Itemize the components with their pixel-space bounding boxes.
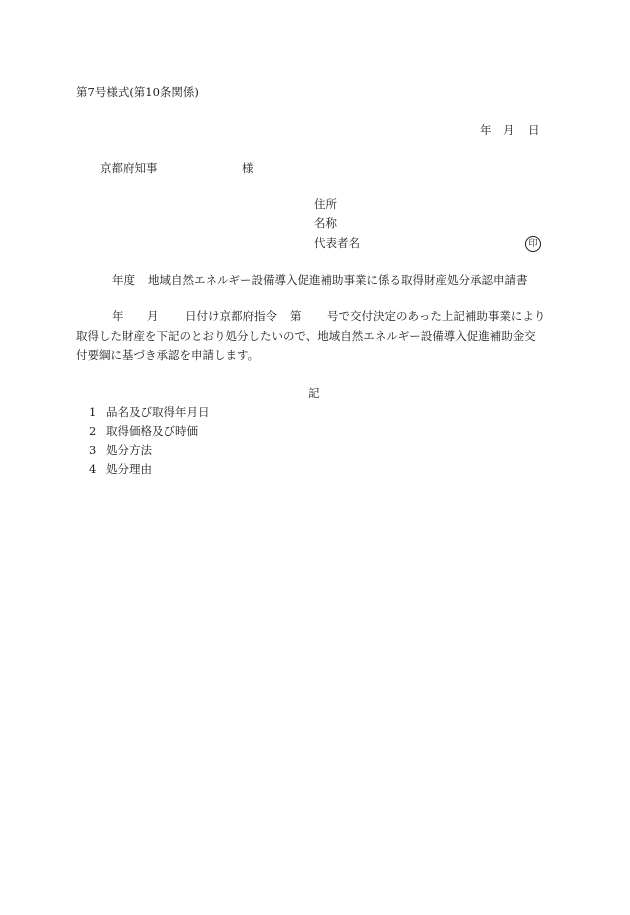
list-item-label: 処分理由 xyxy=(106,462,152,476)
address-label: 住所 xyxy=(314,197,337,211)
addressee-honorific: 様 xyxy=(242,161,254,175)
ki-heading: 記 xyxy=(308,386,320,400)
body-day-part: 日付け京都府指令 xyxy=(185,309,277,323)
seal-mark: 印 xyxy=(525,236,541,252)
body-line1-rest: 号で交付決定のあった上記補助事業により xyxy=(327,309,546,323)
body-year: 年 xyxy=(112,309,124,323)
list-item-number: 1 xyxy=(89,405,97,419)
name-label: 名称 xyxy=(314,216,337,230)
body-line2: 取得した財産を下記のとおり処分したいので、地域自然エネルギー設備導入促進補助金交 xyxy=(76,329,536,343)
list-item-label: 品名及び取得年月日 xyxy=(106,405,210,419)
date-year: 年 xyxy=(480,123,492,137)
date-month: 月 xyxy=(503,123,515,137)
body-number-prefix: 第 xyxy=(290,309,302,323)
subject-year-label: 年度 xyxy=(112,273,135,287)
representative-label: 代表者名 xyxy=(314,236,360,250)
list-item-label: 処分方法 xyxy=(106,443,152,457)
list-item-number: 3 xyxy=(89,443,97,457)
body-line3: 付要綱に基づき承認を申請します。 xyxy=(76,348,260,362)
addressee-name: 京都府知事 xyxy=(100,161,158,175)
body-month: 月 xyxy=(147,309,159,323)
list-item-label: 取得価格及び時価 xyxy=(106,424,198,438)
list-item-number: 4 xyxy=(89,462,97,476)
date-day: 日 xyxy=(528,123,540,137)
list-item-number: 2 xyxy=(89,424,97,438)
form-number-title: 第7号様式(第10条関係) xyxy=(76,85,199,99)
subject-text: 地域自然エネルギー設備導入促進補助事業に係る取得財産処分承認申請書 xyxy=(148,273,528,287)
